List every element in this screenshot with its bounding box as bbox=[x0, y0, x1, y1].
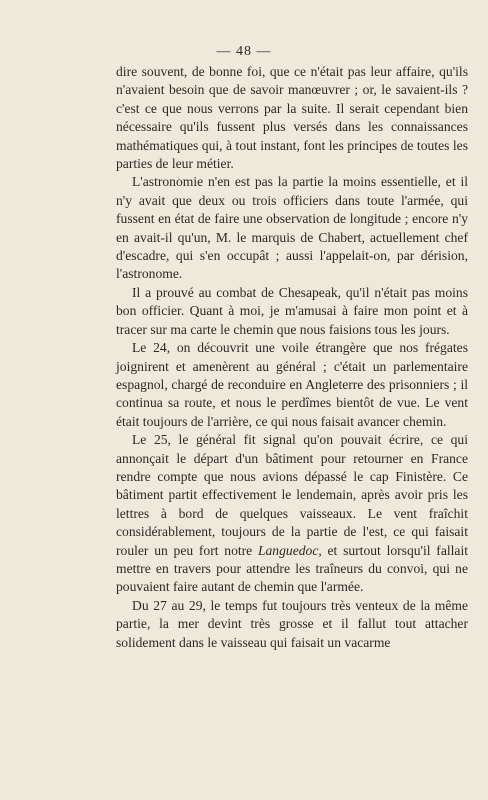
paragraph-5-text-a: Le 25, le général fit signal qu'on pouvait écrire, ce qui annonçait le départ d'un bâtiment pour retourner en France rendre compte que nous avions dépassé le cap Finistère. Ce bâtiment partit effectivement le lendemain, après avoir pris les lettres à bord de quelques vaisseaux. Le vent fraîchit considérablement, toujours de la partie de l'est, ce qui faisait rouler un peu fort notre bbox=[116, 432, 468, 558]
ship-name-italic: Languedoc bbox=[257, 542, 319, 558]
body-text bbox=[116, 63, 468, 652]
paragraph-5 bbox=[116, 431, 468, 597]
paragraph-1: dire souvent, de bonne foi, que ce n'était pas leur affaire, qu'ils n'avaient besoin que de savoir manœuvrer ; or, le savaient-ils ? c'est ce que nous verrons par la suite. Il serait cependant bien nécessaire qu'ils fussent plus versés dans les connaissances mathématiques qui, à tout instant, font les principes de toutes les parties de leur métier. bbox=[116, 64, 468, 172]
paragraph-5-text-b: , et surtout lorsqu'il fallait mettre en travers pour attendre les traîneurs du convoi, qui ne pouvaient faire autant de chemin que l'armée. bbox=[116, 542, 468, 595]
paragraph-3: Il a prouvé au combat de Chesapeak, qu'il n'était pas moins bon officier. Quant à moi, je m'amusai à faire mon point et à tracer sur ma carte le chemin que nous faisions tous les jours. bbox=[116, 284, 468, 337]
paragraph-2: L'astronomie n'en est pas la partie la moins essentielle, et il n'y avait que deux ou trois officiers dans toute l'armée, qui fussent en état de faire une observation de longitude ; encore n'y en avait-il qu'un, M. le marquis de Chabert, actuellement chef d'escadre, qui s'en occupât ; aussi l'appelait-on, par dérision, l'astronome. bbox=[116, 174, 468, 282]
paragraph-4: Le 24, on découvrit une voile étrangère que nos frégates joignirent et amenèrent au général ; c'était un parlementaire espagnol, chargé de reconduire en Angleterre des prisonniers ; il continua sa route, et nous le perdîmes bientôt de vue. Le vent était toujours de l'arrière, ce qui nous faisait avancer chemin. bbox=[116, 340, 468, 429]
page-number: — 48 — bbox=[216, 44, 272, 59]
paragraph-6: Du 27 au 29, le temps fut toujours très venteux de la même partie, la mer devint très grosse et il fallut tout attacher solidement dans le vaisseau qui faisait un vacarme bbox=[116, 597, 468, 650]
